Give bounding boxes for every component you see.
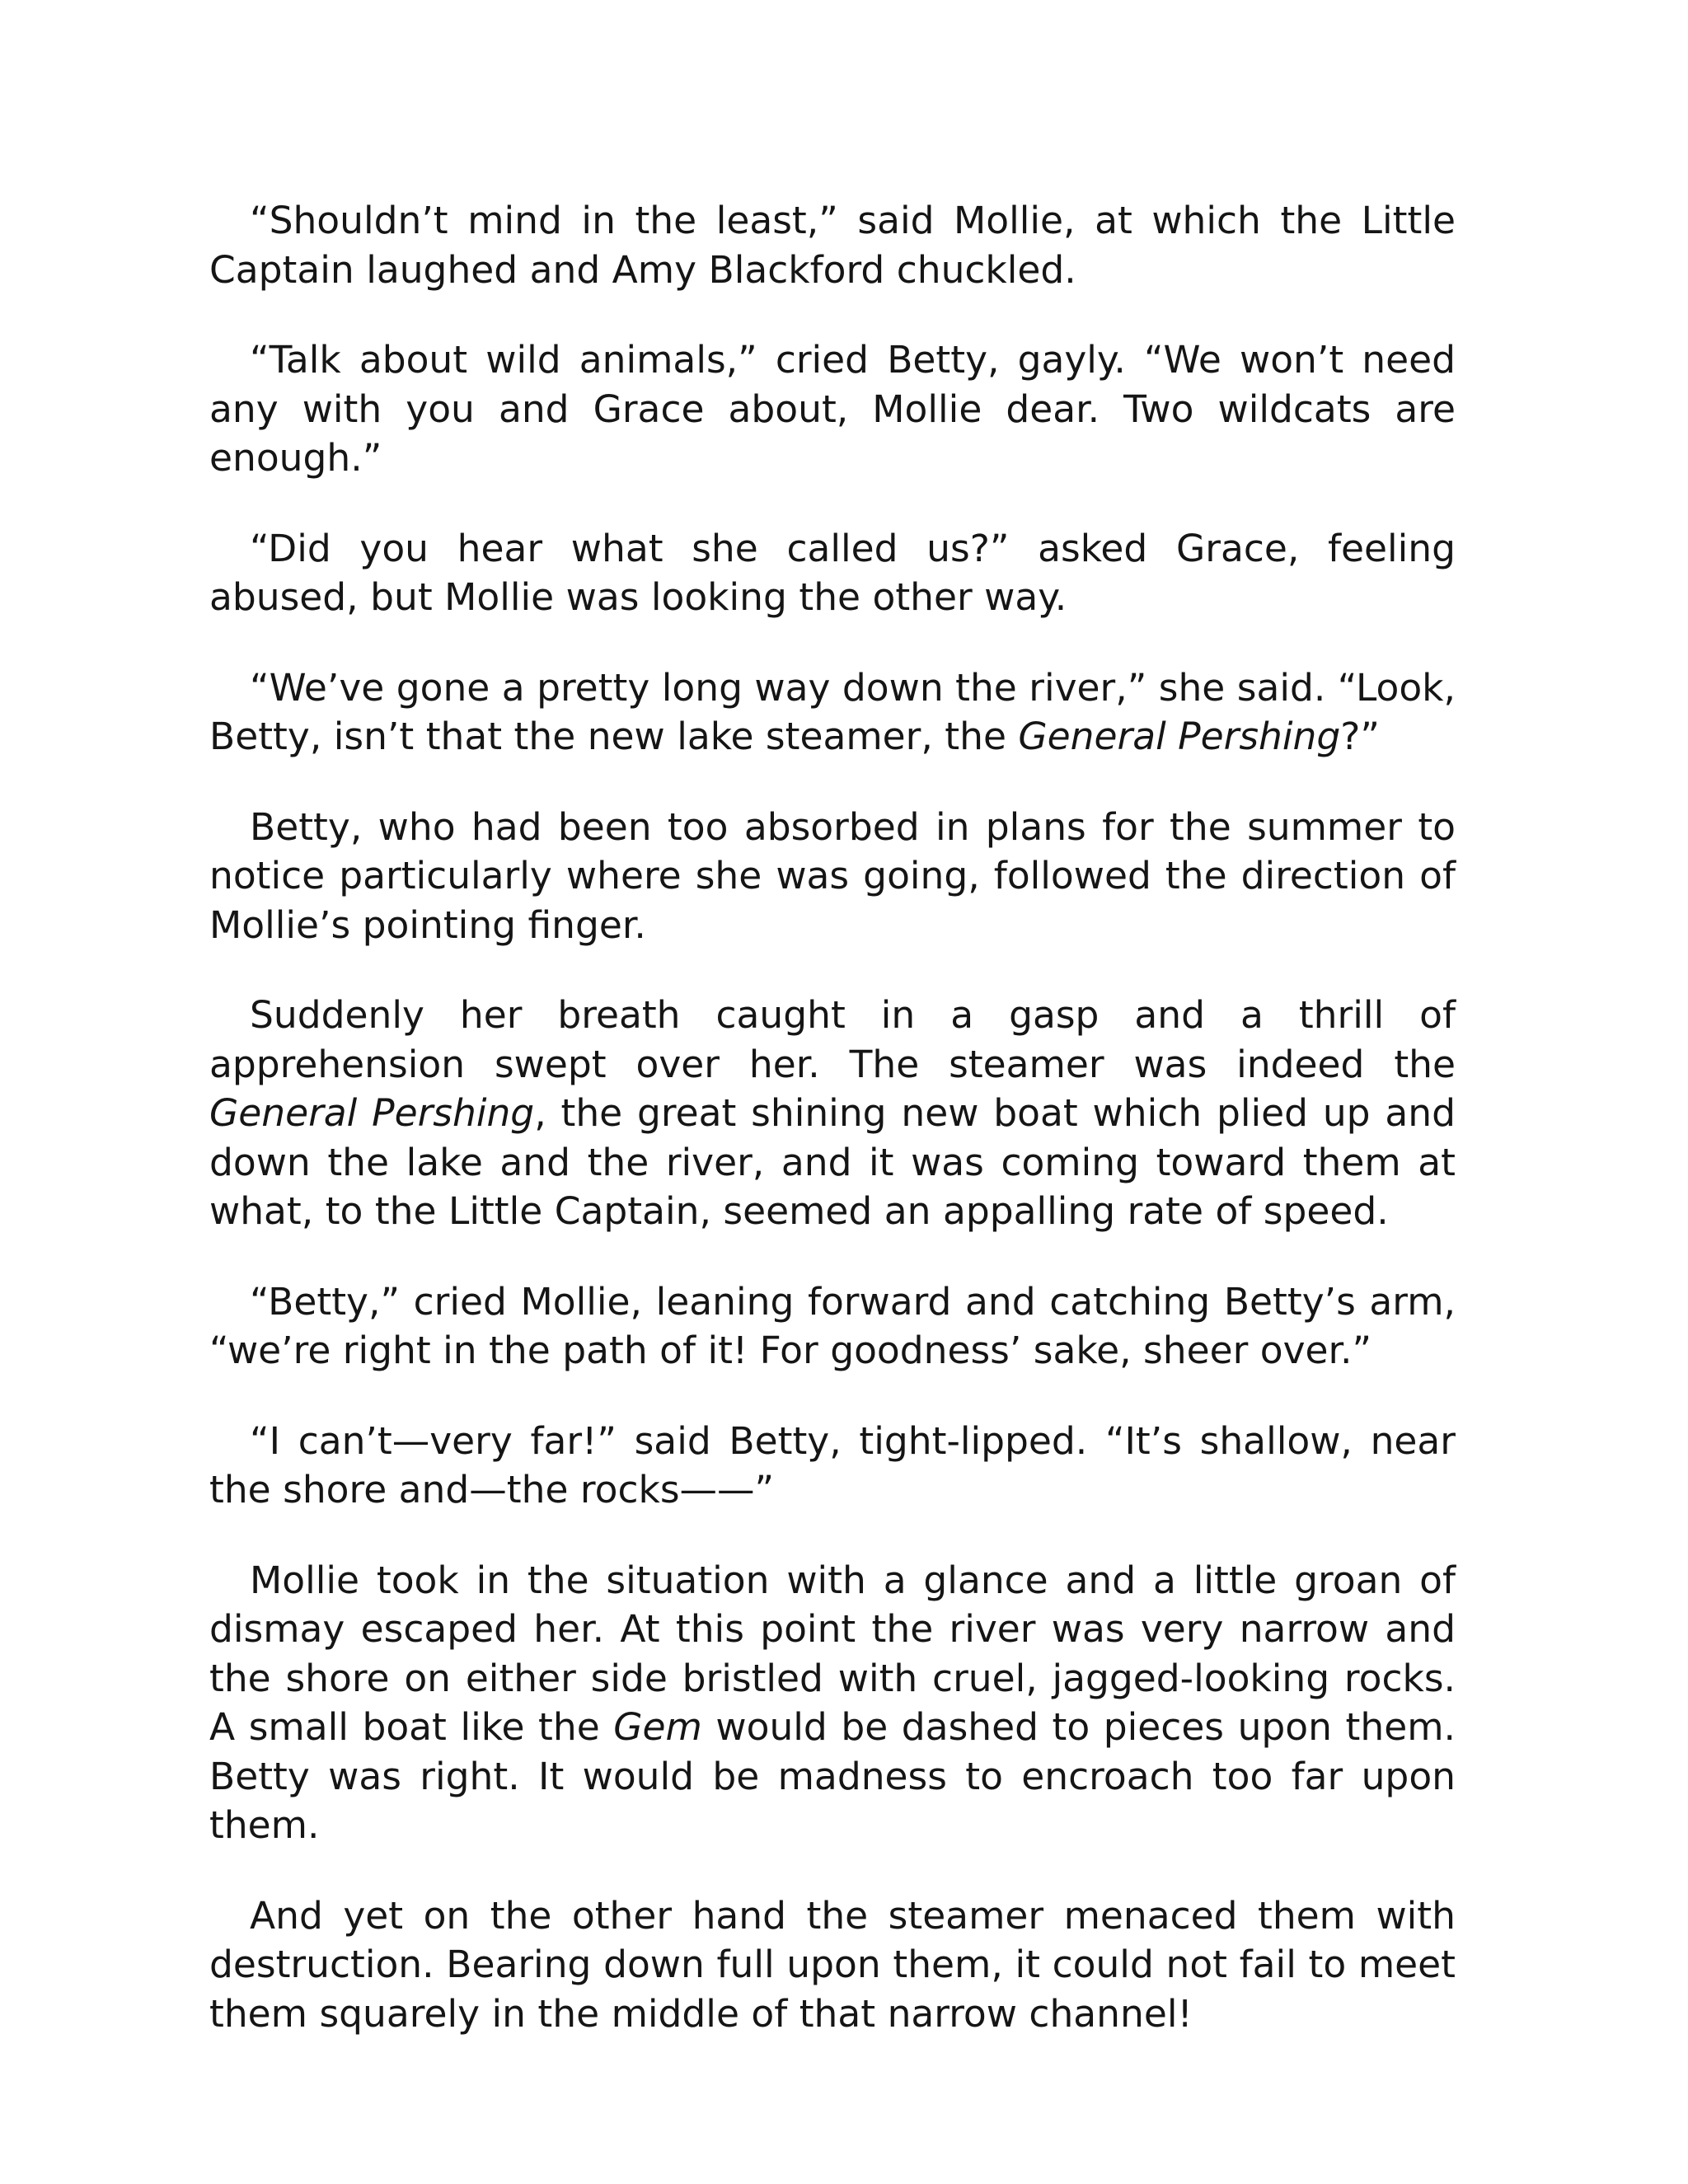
paragraph-10 bbox=[209, 1891, 1456, 2039]
italic-ship-name: General Pershing bbox=[209, 1091, 535, 1135]
paragraph-6 bbox=[209, 991, 1456, 1236]
paragraph-1 bbox=[209, 196, 1456, 294]
text-run: Mollie took in the situation with a glance and a little groan of dismay escaped her. At this point the river was very narrow and the shore on either side bristled with cruel, jagged-looking rocks. A small boat like the bbox=[209, 1558, 1456, 1749]
italic-ship-name: General Pershing bbox=[1018, 715, 1341, 758]
text-run: “Did you hear what she called us?” asked Grace, feeling abused, but Mollie was looking the other way. bbox=[209, 526, 1456, 619]
text-run: And yet on the other hand the steamer menaced them with destruction. Bearing down full upon them, it could not fail to meet them squarely in the middle of that narrow channel! bbox=[209, 1893, 1456, 2036]
text-run: “Talk about wild animals,” cried Betty, gayly. “We won’t need any with you and Grace about, Mollie dear. Two wildcats are enough.” bbox=[209, 338, 1456, 480]
paragraph-7 bbox=[209, 1277, 1456, 1376]
text-run: “Betty,” cried Mollie, leaning forward and catching Betty’s arm, “we’re right in the path of it! For goodness’ sake, sheer over.” bbox=[209, 1279, 1456, 1372]
paragraph-3 bbox=[209, 524, 1456, 622]
paragraph-8 bbox=[209, 1417, 1456, 1515]
text-run: Suddenly her breath caught in a gasp and a thrill of apprehension swept over her. The steamer was indeed the bbox=[209, 993, 1456, 1086]
paragraph-4 bbox=[209, 663, 1456, 762]
italic-boat-name: Gem bbox=[613, 1705, 702, 1749]
text-run: “I can’t—very far!” said Betty, tight-lipped. “It’s shallow, near the shore and—the rocks——” bbox=[209, 1418, 1456, 1511]
page-body bbox=[209, 196, 1456, 2038]
text-run: “We’ve gone a pretty long way down the river,” she said. “Look, Betty, isn’t that the new lake steamer, the bbox=[209, 665, 1456, 758]
text-run: would be dashed to pieces upon them. Betty was right. It would be madness to encroach too far upon them. bbox=[209, 1705, 1456, 1847]
text-run: Betty, who had been too absorbed in plans for the summer to notice particularly where she was going, followed the direction of Mollie’s pointing finger. bbox=[209, 804, 1456, 947]
text-run: ?” bbox=[1340, 715, 1380, 758]
paragraph-9 bbox=[209, 1556, 1456, 1850]
text-run: “Shouldn’t mind in the least,” said Mollie, at which the Little Captain laughed and Amy Blackford chuckled. bbox=[209, 199, 1456, 292]
paragraph-2 bbox=[209, 335, 1456, 483]
text-run: , the great shining new boat which plied up and down the lake and the river, and it was coming toward them at what, to the Little Captain, seemed an appalling rate of speed. bbox=[209, 1091, 1456, 1233]
paragraph-5 bbox=[209, 803, 1456, 950]
